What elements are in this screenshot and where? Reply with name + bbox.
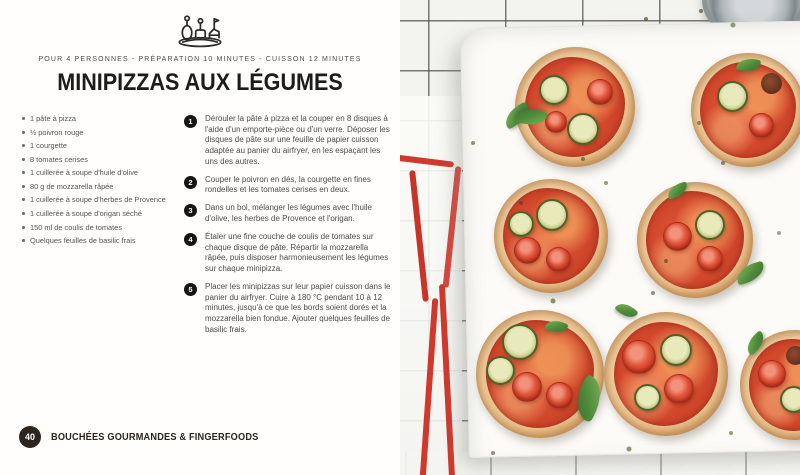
ingredient-item (22, 114, 180, 124)
ingredient-text: 8 tomates cerises (30, 154, 88, 164)
page-footer (19, 426, 277, 448)
minipizza (637, 182, 753, 298)
tomato-sauce (700, 62, 796, 158)
step-number-badge: 1 (184, 115, 197, 128)
cherry-tomato (545, 111, 567, 133)
steps-list (184, 114, 392, 343)
recipe-meta-line: POUR 4 PERSONNES - PRÉPARATION 10 MINUTES - CUISSON 12 MINUTES (38, 56, 362, 63)
recipe-title: MINIPIZZAS AUX LÉGUMES (57, 69, 343, 96)
cherry-tomato (749, 113, 774, 138)
ingredient-text: 80 g de mozzarella râpée (30, 181, 114, 191)
step (184, 282, 392, 335)
zucchini-slice (502, 324, 538, 360)
step-text: Étaler une fine couche de coulis de tomates sur chaque disque de pâte. Répartir la mozzarella râpée, puis disposer harmonieusement les légumes sur chaque minipizza. (205, 232, 389, 273)
bullet-icon (22, 239, 25, 242)
cherry-tomato (512, 372, 542, 402)
bullet-icon (22, 144, 25, 147)
zucchini-slice (539, 75, 569, 105)
step (184, 203, 392, 224)
tomato-sauce (646, 191, 743, 288)
cherry-tomato (514, 237, 541, 264)
cherry-tomato (622, 340, 656, 374)
charred-vegetable (761, 73, 782, 94)
zucchini-slice (634, 384, 661, 411)
step-number-badge: 3 (184, 204, 197, 217)
step-text: Couper le poivron en dés, la courgette en fines rondelles et les tomates cerises en deux. (205, 174, 371, 195)
step-text: Dérouler la pâte à pizza et la couper en 8 disques à l'aide d'un emporte-pièce ou d'un verre. Déposer les disques de pâte sur une feuille de papier cuisson adaptée au panier du airfryer, en les espaçant les uns des autres. (205, 114, 390, 166)
ingredient-item (22, 182, 180, 192)
zucchini-slice (695, 210, 725, 240)
cherry-tomato (697, 246, 723, 272)
zucchini-slice (486, 356, 515, 385)
cherry-tomato (664, 374, 694, 404)
overexposed-counter (400, 96, 462, 475)
herb-speckles (400, 0, 402, 2)
page-number-badge: 40 (19, 426, 41, 448)
ingredient-item (22, 223, 180, 233)
ingredient-item (22, 236, 180, 246)
zucchini-slice (536, 199, 568, 231)
step-text: Placer les minipizzas sur leur papier cuisson dans le panier du airfryer. Cuire à 180 °C pendant 10 à 12 minutes, jusqu'à ce que les bords soient dorés et la mozzarella bien fondue. Ajouter quelques feuilles de basilic frais. (205, 282, 391, 334)
step (184, 175, 392, 196)
ingredient-text: 1 cuillerée à soupe d'origan séché (30, 209, 142, 219)
minipizza (515, 47, 635, 167)
bullet-icon (22, 185, 25, 188)
ingredient-item (22, 195, 180, 205)
zucchini-slice (508, 211, 534, 237)
cherry-tomato (546, 247, 571, 272)
zucchini-slice (567, 113, 599, 145)
bullet-icon (22, 131, 25, 134)
ingredient-item (22, 209, 180, 219)
ingredient-item (22, 128, 180, 138)
step (184, 232, 392, 275)
bullet-icon (22, 212, 25, 215)
recipe-body (22, 114, 392, 343)
minipizza (691, 53, 800, 167)
step-text: Dans un bol, mélanger les légumes avec l'huile d'olive, les herbes de Provence et l'origan. (205, 203, 372, 223)
appetizers-tray-icon (172, 11, 228, 49)
minipizza (604, 312, 728, 436)
step-number-badge: 4 (184, 233, 197, 246)
ingredient-item (22, 155, 180, 165)
step-number-badge: 2 (184, 176, 197, 189)
photo-minipizzas (400, 0, 800, 475)
cherry-tomato (758, 360, 786, 388)
bullet-icon (22, 117, 25, 120)
bullet-icon (22, 171, 25, 174)
ingredient-text: 1 pâte à pizza (30, 114, 77, 123)
ingredient-text: 1 cuillerée à soupe d'huile d'olive (30, 168, 139, 178)
cherry-tomato (663, 222, 692, 251)
ingredients-list (22, 114, 180, 343)
ingredient-text: 150 ml de coulis de tomates (30, 222, 123, 232)
appetizers-tray-icon (0, 11, 400, 49)
zucchini-slice (660, 334, 692, 366)
cherry-tomato (546, 382, 573, 409)
bullet-icon (22, 226, 25, 229)
bullet-icon (22, 158, 25, 161)
ingredient-item (22, 141, 180, 151)
ingredient-item (22, 168, 180, 178)
zucchini-slice (717, 81, 748, 112)
step-number-badge: 5 (184, 283, 197, 296)
step (184, 114, 392, 167)
minipizza (494, 179, 608, 293)
recipe-header (0, 0, 400, 97)
chapter-title: BOUCHÉES GOURMANDES & FINGERFOODS (51, 431, 259, 443)
cherry-tomato (587, 79, 613, 105)
ingredient-text: 1 courgette (30, 141, 67, 151)
bullet-icon (22, 198, 25, 201)
ingredient-text: 1 cuillerée à soupe d'herbes de Provence (30, 195, 166, 205)
ingredient-text: ½ poivron rouge (30, 127, 84, 137)
ingredient-text: Quelques feuilles de basilic frais (30, 236, 136, 246)
charred-vegetable (786, 346, 800, 365)
zucchini-slice (780, 386, 800, 413)
